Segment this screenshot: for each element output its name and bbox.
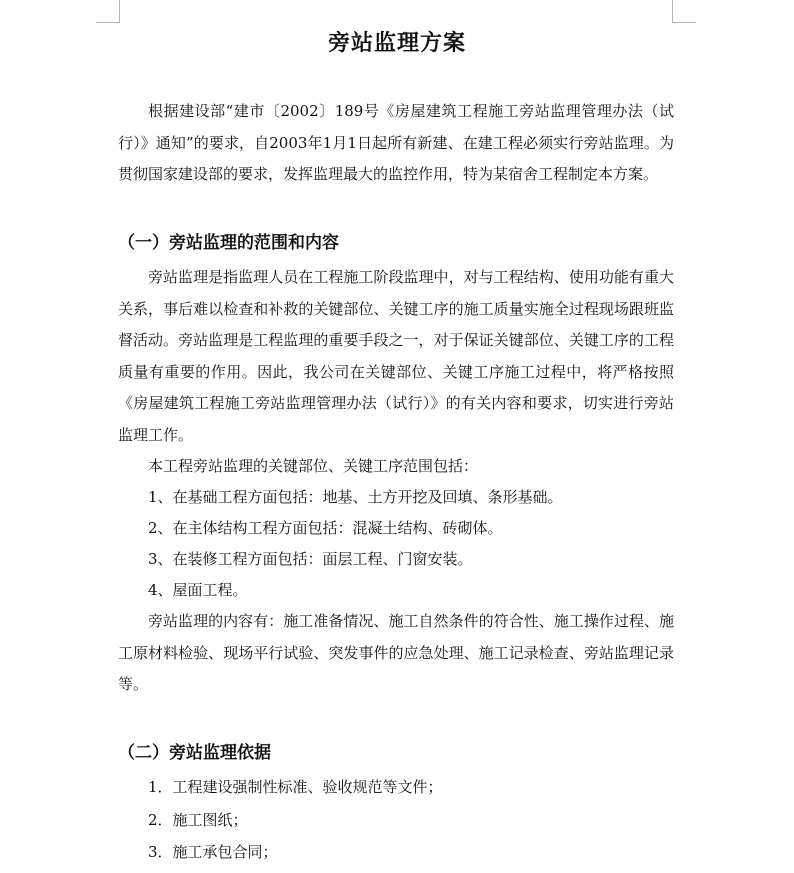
section1-heading: （一）旁站监理的范围和内容	[118, 233, 339, 253]
basis-item-2: 2．施工图纸；	[148, 811, 248, 829]
section1-paragraph-3: 旁站监理的内容有：施工准备情况、施工自然条件的符合性、施工操作过程、施工原材料检验、现场平行试验、突发事件的应急处理、施工记录检查、旁站监理记录等。	[118, 612, 674, 693]
margin-corner-mark-left	[96, 0, 120, 23]
basis-item-1: 1．工程建设强制性标准、验收规范等文件；	[148, 778, 443, 796]
scope-item-1: 1、在基础工程方面包括：地基、土方开挖及回填、条形基础。	[148, 488, 563, 506]
margin-corner-mark-right	[672, 0, 696, 23]
basis-item-3: 3．施工承包合同；	[148, 843, 278, 861]
document-title: 旁站监理方案	[327, 30, 466, 56]
scope-item-2: 2、在主体结构工程方面包括：混凝土结构、砖砌体。	[148, 519, 503, 537]
intro-paragraph: 根据建设部“建市〔2002〕189号《房屋建筑工程施工旁站监理管理办法（试行）》通知”的要求，自2003年1月1日起所有新建、在建工程必须实行旁站监理。为贯彻国家建设部的要求，发挥监理最大的监控作用，特为某宿舍工程制定本方案。	[118, 102, 674, 183]
section1-paragraph-2: 本工程旁站监理的关键部位、关键工序范围包括：	[148, 457, 479, 475]
section2-heading: （二）旁站监理依据	[118, 743, 271, 763]
section1-paragraph-1: 旁站监理是指监理人员在工程施工阶段监理中，对与工程结构、使用功能有重大关系，事后难以检查和补救的关键部位、关键工序的施工质量实施全过程现场跟班监督活动。旁站监理是工程监理的重要手段之一，对于保证关键部位、关键工序的工程质量有重要的作用。因此，我公司在关键部位、关键工序施工过程中，将严格按照《房屋建筑工程施工旁站监理管理办法（试行）》的有关内容和要求，切实进行旁站监理工作。	[118, 268, 674, 444]
scope-item-4: 4、屋面工程。	[148, 581, 248, 599]
scope-item-3: 3、在装修工程方面包括：面层工程、门窗安装。	[148, 550, 473, 568]
